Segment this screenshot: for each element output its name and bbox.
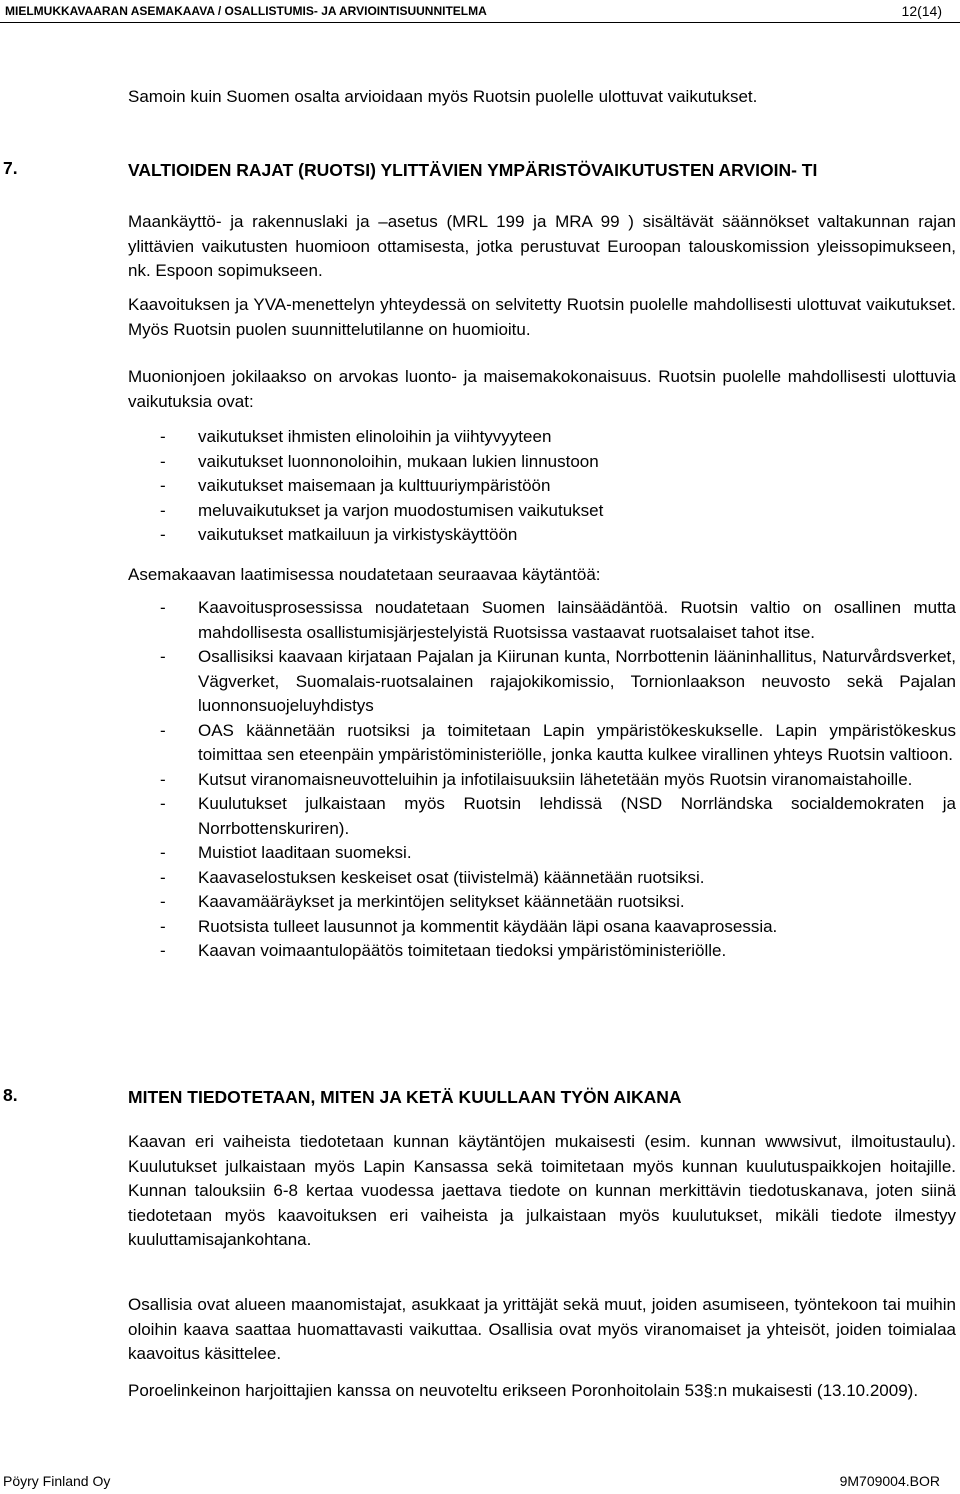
practices-list (160, 596, 956, 964)
list-item: - meluvaikutukset ja varjon muodostumisen vaikutukset (160, 500, 604, 520)
section-7-paragraph-3: Muonionjoen jokilaakso on arvokas luonto- ja maisemakokonaisuus. Ruotsin puolelle mahdollisesti ulottuvia vaikutuksia ovat: (128, 367, 956, 411)
list-item: - Kuulutukset julkaistaan myös Ruotsin lehdissä (NSD Norrländska socialdemokraten ja Norrbottenskuriren). (160, 794, 956, 838)
page-number: 12(14) (901, 3, 942, 19)
section-8-number: 8. (3, 1085, 18, 1105)
list-item: - vaikutukset luonnonoloihin, mukaan lukien linnustoon (160, 451, 599, 471)
section-7-paragraph-4: Asemakaavan laatimisessa noudatetaan seuraavaa käytäntöä: (128, 565, 601, 584)
list-item: - Kaavoitusprosessissa noudatetaan Suomen lainsäädäntöä. Ruotsin valtio on osallinen mutta mahdollisesta osallistumisjärjestelyistä Ruotsissa vastaavat ruotsalaiset tahot itse. (160, 598, 956, 642)
list-item: - Kutsut viranomaisneuvotteluihin ja infotilaisuuksiin lähetetään myös Ruotsin viranomaistahoille. (160, 769, 913, 789)
list-item: - Kaavamääräykset ja merkintöjen selitykset käännetään ruotsiksi. (160, 892, 685, 911)
section-8-paragraph-1: Kaavan eri vaiheista tiedotetaan kunnan käytäntöjen mukaisesti (esim. kunnan wwwsivut, ilmoitustaulu). Kuulutukset julkaistaan myös Lapin Kansassa sekä toimitetaan myös kunnan kuulutuspaikkojen hoitajille. Kunnan talouksiin 6-8 kertaa vuodessa jaettava tiedote on kunnan merkittävin tiedotuskanava, joten siinä tiedotetaan myös kaavoituksen eri vaiheista ja julkaistaan myös kuulutukset, mikäli tiedote ilmestyy kuuluttamisajankohtana. (128, 1132, 956, 1249)
list-item: - Kaavan voimaantulopäätös toimitetaan tiedoksi ympäristöministeriölle. (160, 941, 727, 960)
section-7-paragraph-2: Kaavoituksen ja YVA-menettelyn yhteydessä on selvitetty Ruotsin puolelle mahdollisesti ulottuvat vaikutukset. Myös Ruotsin puolen suunnittelutilanne on huomioitu. (128, 295, 956, 339)
page-header (0, 0, 960, 23)
list-item: - Osallisiksi kaavaan kirjataan Pajalan ja Kiirunan kunta, Norrbottenin lääninhallitus, Naturvårdsverket, Vägverket, Suomalais-ruotsalainen rajajokikomissio, Tornionlaakson neuvosto sekä Pajalan luonnonsuojeluyhdistys (160, 647, 956, 715)
list-item: - OAS käännetään ruotsiksi ja toimitetaan Lapin ympäristökeskukselle. Lapin ympäristökeskus toimittaa sen eteenpäin ympäristöministeriölle, jonka kautta kulkee virallinen yhteys Ruotsin valtioon. (160, 720, 956, 764)
list-item: - Muistiot laaditaan suomeksi. (160, 843, 412, 862)
impacts-list (160, 425, 956, 548)
footer-document-code: 9M709004.BOR (839, 1473, 940, 1489)
list-item: - vaikutukset ihmisten elinoloihin ja viihtyvyyteen (160, 427, 552, 446)
section-7-title: VALTIOIDEN RAJAT (RUOTSI) YLITTÄVIEN YMPÄRISTÖVAIKUTUSTEN ARVIOIN- TI (128, 160, 818, 180)
section-8-paragraph-2: Osallisia ovat alueen maanomistajat, asukkaat ja yrittäjät sekä muut, joiden asumiseen, työntekoon tai muihin oloihin kaava saattaa huomattavasti vaikuttaa. Osallisia ovat myös viranomaiset ja yhteisöt, joiden toimialaa kaavoitus käsittelee. (128, 1295, 956, 1363)
section-8-title: MITEN TIEDOTETAAN, MITEN JA KETÄ KUULLAAN TYÖN AIKANA (128, 1087, 682, 1107)
footer-company: Pöyry Finland Oy (3, 1473, 111, 1489)
section-8-paragraph-3: Poroelinkeinon harjoittajien kanssa on neuvoteltu erikseen Poronhoitolain 53§:n mukaisesti (13.10.2009). (128, 1381, 919, 1400)
document-title: MIELMUKKAVAARAN ASEMAKAAVA / OSALLISTUMIS- JA ARVIOINTISUUNNITELMA (5, 4, 487, 18)
intro-paragraph: Samoin kuin Suomen osalta arvioidaan myös Ruotsin puolelle ulottuvat vaikutukset. (128, 87, 758, 106)
list-item: - Kaavaselostuksen keskeiset osat (tiivistelmä) käännetään ruotsiksi. (160, 867, 705, 887)
section-7-number: 7. (3, 158, 18, 178)
list-item: - vaikutukset maisemaan ja kulttuuriympäristöön (160, 476, 551, 495)
list-item: - Ruotsista tulleet lausunnot ja kommentit käydään läpi osana kaavaprosessia. (160, 916, 778, 936)
section-7-paragraph-1: Maankäyttö- ja rakennuslaki ja –asetus (MRL 199 ja MRA 99 ) sisältävät säännökset valtakunnan rajan ylittävien vaikutusten huomioon ottamisesta, jotka perustuvat Euroopan talouskomission yleissopimukseen, nk. Espoon sopimukseen. (128, 212, 956, 280)
list-item: - vaikutukset matkailuun ja virkistyskäyttöön (160, 525, 518, 544)
